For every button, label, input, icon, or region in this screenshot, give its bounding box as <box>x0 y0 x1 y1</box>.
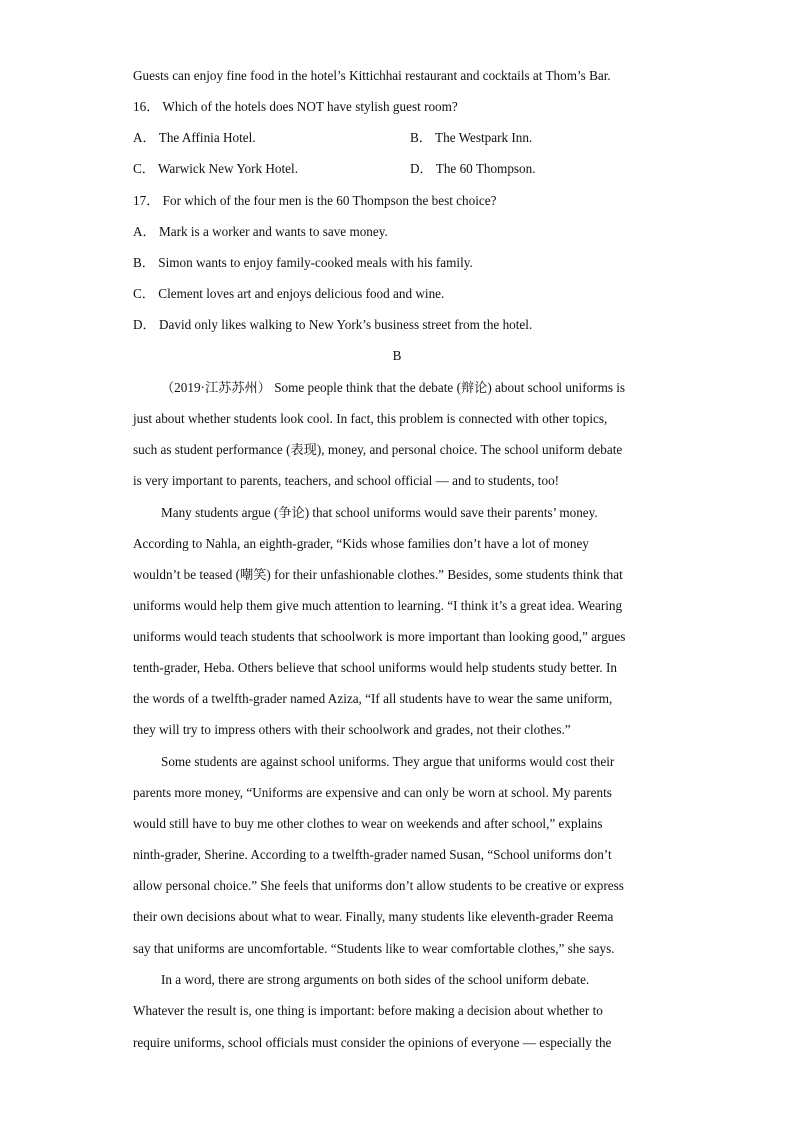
passage-line: ninth-grader, Sherine. According to a twelfth-grader named Susan, “School uniforms don’t <box>133 847 612 862</box>
passage-line: tenth-grader, Heba. Others believe that school uniforms would help students study better. In <box>133 660 617 675</box>
passage-line: their own decisions about what to wear. Finally, many students like eleventh-grader Reema <box>133 909 614 924</box>
intro-line: Guests can enjoy fine food in the hotel’s Kittichhai restaurant and cocktails at Thom’s Bar. <box>133 68 611 83</box>
q16-option-b: B． The Westpark Inn. <box>410 130 533 145</box>
passage-line: wouldn’t be teased (嘲笑) for their unfashionable clothes.” Besides, some students think that <box>133 567 623 582</box>
passage-line: Some students are against school uniforms. They argue that uniforms would cost their <box>161 754 615 769</box>
passage-line: Whatever the result is, one thing is important: before making a decision about whether to <box>133 1003 603 1018</box>
q16-option-c: C． Warwick New York Hotel. <box>133 161 298 176</box>
passage-line: would still have to buy me other clothes to wear on weekends and after school,” explains <box>133 816 603 831</box>
question-17: 17． For which of the four men is the 60 Thompson the best choice? <box>133 193 497 208</box>
q16-option-a: A． The Affinia Hotel. <box>133 130 256 145</box>
passage-line: uniforms would help them give much attention to learning. “I think it’s a great idea. Wearing <box>133 598 623 613</box>
passage-line: they will try to impress others with their schoolwork and grades, not their clothes.” <box>133 722 571 737</box>
passage-line: is very important to parents, teachers, and school official — and to students, too! <box>133 473 560 488</box>
passage-line: the words of a twelfth-grader named Aziza, “If all students have to wear the same uniform, <box>133 691 613 706</box>
passage-line: say that uniforms are uncomfortable. “Students like to wear comfortable clothes,” she says. <box>133 941 615 956</box>
passage-line: allow personal choice.” She feels that uniforms don’t allow students to be creative or express <box>133 878 624 893</box>
question-16: 16． Which of the hotels does NOT have stylish guest room? <box>133 99 458 114</box>
q17-option-d: D． David only likes walking to New York’s business street from the hotel. <box>133 317 533 332</box>
q17-option-c: C． Clement loves art and enjoys delicious food and wine. <box>133 286 445 301</box>
q17-option-a: A． Mark is a worker and wants to save money. <box>133 224 388 239</box>
q16-option-d: D． The 60 Thompson. <box>410 161 536 176</box>
section-label: B <box>392 348 402 363</box>
passage-line: Many students argue (争论) that school uniforms would save their parents’ money. <box>161 505 598 520</box>
passage-line: uniforms would teach students that schoolwork is more important than looking good,” argues <box>133 629 626 644</box>
passage-line: such as student performance (表现), money, and personal choice. The school uniform debate <box>133 442 623 457</box>
passage-line: require uniforms, school officials must consider the opinions of everyone — especially the <box>133 1035 612 1050</box>
passage-line: just about whether students look cool. In fact, this problem is connected with other topics, <box>133 411 608 426</box>
q17-option-b: B． Simon wants to enjoy family-cooked meals with his family. <box>133 255 473 270</box>
passage-line: In a word, there are strong arguments on both sides of the school uniform debate. <box>161 972 590 987</box>
passage-line: parents more money, “Uniforms are expensive and can only be worn at school. My parents <box>133 785 612 800</box>
passage-line: （2019·江苏苏州） Some people think that the debate (辩论) about school uniforms is <box>161 380 626 395</box>
passage-line: According to Nahla, an eighth-grader, “Kids whose families don’t have a lot of money <box>133 536 589 551</box>
